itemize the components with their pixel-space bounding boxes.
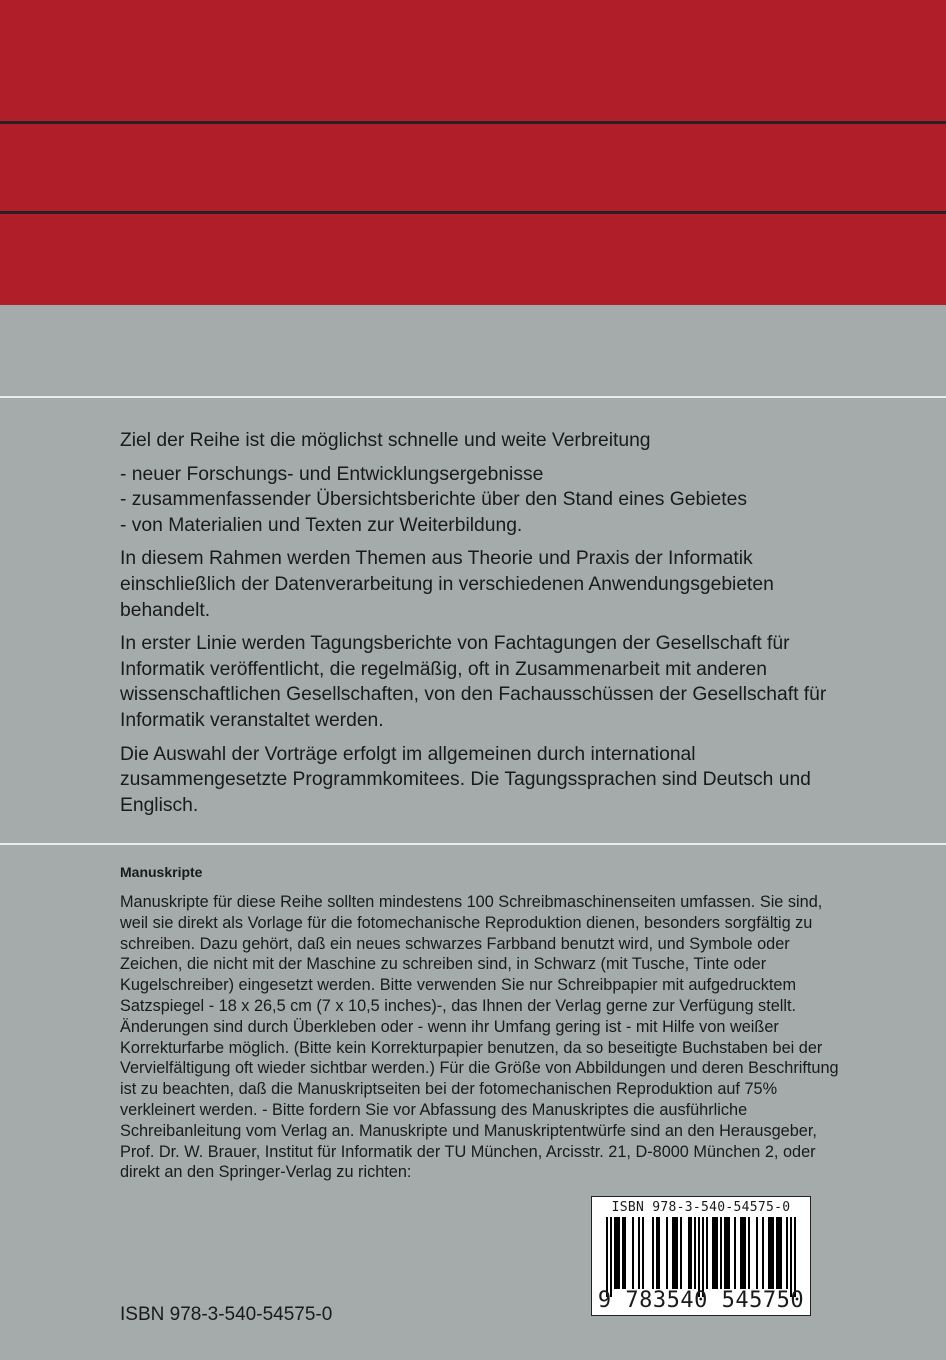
barcode-bar <box>714 1217 716 1289</box>
barcode-bar <box>694 1217 696 1289</box>
barcode-bar <box>610 1217 612 1297</box>
barcode-bar <box>624 1217 626 1289</box>
barcode-bar <box>790 1217 792 1297</box>
barcode-bar <box>616 1217 618 1289</box>
barcode-bar <box>652 1217 654 1289</box>
series-paragraph-proceedings: In erster Linie werden Tagungsberichte von Fachtagungen der Gesellschaft für Informatik veröffentlicht, die regelmäßig, oft in Zusammenarbeit mit anderen wissenschaftlichen Gesellschaften, von den Fachausschüssen der Gesellschaft für Informatik veranstaltet werden. <box>120 633 827 731</box>
barcode-bar <box>744 1217 746 1289</box>
barcode-bar <box>688 1217 690 1289</box>
list-item: - neuer Forschungs- und Entwicklungsergebnisse <box>120 463 544 485</box>
barcode-bar <box>726 1217 728 1289</box>
barcode-bar <box>618 1217 620 1289</box>
manuscript-heading: Manuskripte <box>120 864 203 880</box>
barcode-bar <box>642 1217 644 1289</box>
barcode-bar <box>742 1217 744 1289</box>
barcode-bar <box>658 1217 660 1289</box>
barcode-bar <box>772 1217 774 1289</box>
barcode-bar <box>724 1217 726 1289</box>
barcode-bar <box>776 1217 778 1289</box>
manuscript-body: Manuskripte für diese Reihe sollten mindestens 100 Schreibmaschinenseiten umfassen. Sie sind, weil sie direkt als Vorlage für die fotomechanische Reproduktion dienen, besonders sorgfältig zu schreiben. Dazu gehört, daß ein neues schwarzes Farbband benutzt wird, und Symbole oder Zeichen, die nicht mit der Maschine zu schreiben sind, in Schwarz (mit Tusche, Tinte oder Kugelschreiber) eingesetzt werden. Bitte verwenden Sie nur Schreibpapier mit aufgedrucktem Satzspiegel - 18 x 26,5 cm (7 x 10,5 inches)-, das Ihnen der Verlag gerne zur Verfügung stellt. Änderungen sind durch Überkleben oder - wenn ihr Umfang gering ist - mit Hilfe von weißer Korrekturfarbe möglich. (Bitte kein Korrekturpapier benutzen, da so beseitigte Buchstaben bei der Vervielfältigung oft wieder sichtbar werden.) Für die Größe von Abbildungen und deren Beschriftung ist zu beachten, daß die Manuskriptseiten bei der fotomechanischen Reproduktion auf 75% verkleinert werden. - Bitte fordern Sie vor Abfassung des Manuskriptes die ausführliche Schreibanleitung vom Verlag an. Manuskripte und Manuskriptentwürfe sind an den Herausgeber, Prof. Dr. W. Brauer, Institut für Informatik der TU München, Arcisstr. 21, D-8000 München 2, oder direkt an den Springer-Verlag zu richten: <box>120 893 839 1182</box>
series-paragraph-scope: In diesem Rahmen werden Themen aus Theorie und Praxis der Informatik einschließlich der Datenverarbeitung in verschiedenen Anwendungsgebieten behandelt. <box>120 548 774 621</box>
barcode-bar <box>638 1217 640 1289</box>
series-lead: Ziel der Reihe ist die möglichst schnelle und weite Verbreitung <box>120 430 651 451</box>
barcode-digits: 9 783540 545750 <box>597 1288 805 1313</box>
barcode-bar <box>756 1217 758 1289</box>
isbn-label: ISBN 978-3-540-54575-0 <box>120 1304 333 1325</box>
barcode-bar <box>672 1217 674 1289</box>
barcode-bar <box>706 1217 708 1289</box>
divider-bottom <box>0 843 946 845</box>
barcode-bar <box>656 1217 658 1289</box>
barcode-bar <box>716 1217 718 1289</box>
barcode-bar <box>674 1217 676 1289</box>
barcode-bar <box>748 1217 750 1289</box>
barcode-bar <box>702 1217 704 1297</box>
barcode-bar <box>632 1217 634 1289</box>
manuscript-guidelines <box>120 862 840 1183</box>
barcode-bar <box>778 1217 780 1289</box>
isbn-barcode <box>591 1196 811 1316</box>
barcode-bar <box>734 1217 736 1289</box>
barcode-bar <box>794 1217 796 1297</box>
divider-top <box>0 396 946 398</box>
barcode-bar <box>698 1217 700 1297</box>
red-cover-band <box>0 0 946 305</box>
barcode-bar <box>712 1217 714 1289</box>
cover-stripe-1 <box>0 121 946 124</box>
cover-stripe-2 <box>0 211 946 214</box>
series-description <box>120 428 840 826</box>
barcode-bar <box>768 1217 770 1289</box>
barcode-bar <box>770 1217 772 1289</box>
series-paragraph-selection: Die Auswahl der Vorträge erfolgt im allgemeinen durch international zusammengesetzte Programmkomitees. Die Tagungssprachen sind Deutsch und Englisch. <box>120 743 811 816</box>
barcode-bar <box>780 1217 782 1289</box>
barcode-bar <box>680 1217 682 1289</box>
barcode-isbn-caption: ISBN 978-3-540-54575-0 <box>611 1200 791 1215</box>
barcode-bar <box>606 1217 608 1297</box>
barcode-bar <box>740 1217 742 1289</box>
barcode-bar <box>786 1217 788 1289</box>
barcode-bar <box>666 1217 668 1289</box>
barcode-bar <box>676 1217 678 1289</box>
barcode-bar <box>728 1217 730 1289</box>
barcode-bar <box>690 1217 692 1289</box>
barcode-bar <box>614 1217 616 1289</box>
barcode-bar <box>622 1217 624 1289</box>
series-goal-list <box>120 462 840 539</box>
barcode-bar <box>762 1217 764 1289</box>
list-item: - zusammenfassender Übersichtsberichte über den Stand eines Gebietes <box>120 489 747 511</box>
barcode-bar <box>720 1217 722 1289</box>
list-item: - von Materialien und Texten zur Weiterbildung. <box>120 514 523 536</box>
